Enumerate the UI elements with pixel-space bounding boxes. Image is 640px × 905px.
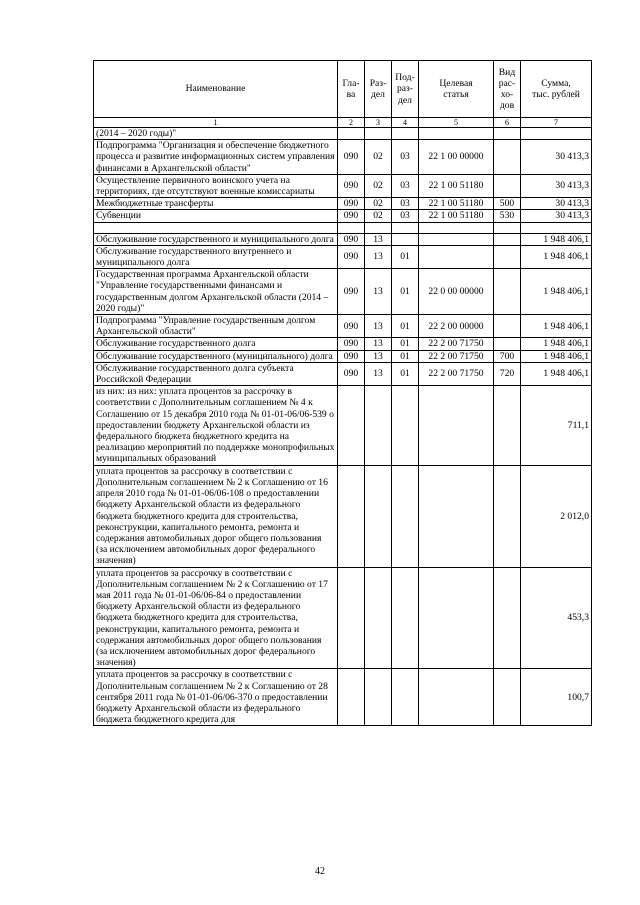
row-chapter: 090 bbox=[338, 350, 365, 362]
table-row bbox=[94, 198, 592, 210]
row-expense-type bbox=[494, 128, 521, 140]
row-chapter: 090 bbox=[338, 269, 365, 315]
row-target-item bbox=[419, 233, 494, 245]
row-amount bbox=[521, 128, 592, 140]
row-subsection bbox=[392, 233, 419, 245]
row-amount: 30 413,3 bbox=[521, 198, 592, 210]
row-name: Подпрограмма "Управление государственным долгом Архангельской области" bbox=[94, 315, 338, 338]
row-amount: 1 948 406,1 bbox=[521, 245, 592, 268]
row-chapter: 090 bbox=[338, 362, 365, 385]
row-chapter: 090 bbox=[338, 210, 365, 222]
row-section bbox=[365, 465, 392, 567]
header-name: Наименование bbox=[94, 61, 338, 118]
row-expense-type bbox=[494, 315, 521, 338]
row-section: 13 bbox=[365, 245, 392, 268]
row-section: 13 bbox=[365, 233, 392, 245]
row-expense-type bbox=[494, 245, 521, 268]
row-target-item bbox=[419, 245, 494, 268]
row-name: Субвенции bbox=[94, 210, 338, 222]
row-expense-type bbox=[494, 338, 521, 350]
row-target-item bbox=[419, 386, 494, 465]
row-chapter bbox=[338, 128, 365, 140]
row-subsection: 01 bbox=[392, 362, 419, 385]
row-target-item: 22 0 00 00000 bbox=[419, 269, 494, 315]
table-row bbox=[94, 269, 592, 315]
header-subsection: Под- раз- дел bbox=[392, 61, 419, 118]
budget-table bbox=[93, 60, 592, 726]
row-name: Обслуживание государственного (муниципального) долга bbox=[94, 350, 338, 362]
table-row bbox=[94, 315, 592, 338]
row-name: уплата процентов за рассрочку в соответствии с Дополнительным соглашением № 2 к Соглашению от 28 сентября 2011 года № 01-01-06/06-370 о предоставлении бюджету Архангельской области из федерального бюджета бюджетного кредита для bbox=[94, 669, 338, 726]
row-subsection bbox=[392, 222, 419, 233]
header-target-item: Целевая статья bbox=[419, 61, 494, 118]
index-cell: 5 bbox=[419, 118, 494, 128]
row-amount: 453,3 bbox=[521, 567, 592, 669]
row-amount: 30 413,3 bbox=[521, 210, 592, 222]
row-chapter: 090 bbox=[338, 233, 365, 245]
header-chapter: Гла- ва bbox=[338, 61, 365, 118]
row-amount: 1 948 406,1 bbox=[521, 362, 592, 385]
row-section: 02 bbox=[365, 210, 392, 222]
row-section: 13 bbox=[365, 269, 392, 315]
row-expense-type bbox=[494, 269, 521, 315]
row-section bbox=[365, 222, 392, 233]
row-section: 13 bbox=[365, 362, 392, 385]
row-expense-type: 500 bbox=[494, 198, 521, 210]
row-amount: 1 948 406,1 bbox=[521, 350, 592, 362]
index-cell: 3 bbox=[365, 118, 392, 128]
row-subsection: 03 bbox=[392, 174, 419, 197]
row-subsection: 01 bbox=[392, 350, 419, 362]
row-expense-type bbox=[494, 174, 521, 197]
row-chapter bbox=[338, 222, 365, 233]
table-row bbox=[94, 567, 592, 669]
row-name: из них: из них: уплата процентов за рассрочку в соответствии с Дополнительным соглашением № 4 к Соглашению от 15 декабря 2010 года № 01-01-06/06-539 о предоставлении бюджету Архангельской области из федерального бюджета бюджетного кредита на реализацию мероприятий по поддержке монопрофильных муниципальных образований bbox=[94, 386, 338, 465]
header-row bbox=[94, 61, 592, 118]
table-row bbox=[94, 233, 592, 245]
row-section bbox=[365, 386, 392, 465]
row-amount: 1 948 406,1 bbox=[521, 269, 592, 315]
row-subsection bbox=[392, 386, 419, 465]
row-chapter: 090 bbox=[338, 315, 365, 338]
row-target-item: 22 1 00 51180 bbox=[419, 210, 494, 222]
table-row bbox=[94, 669, 592, 726]
table-row bbox=[94, 140, 592, 175]
header-expense-type: Вид рас- хо- дов bbox=[494, 61, 521, 118]
row-name: (2014 – 2020 годы)" bbox=[94, 128, 338, 140]
row-name: Обслуживание государственного долга bbox=[94, 338, 338, 350]
row-name: уплата процентов за рассрочку в соответствии с Дополнительным соглашением № 2 к Соглашению от 16 апреля 2010 года № 01-01-06/06-108 о предоставлении бюджету Архангельской области из федерального бюджета бюджетного кредита для строительства, реконструкции, капитального ремонта, ремонта и содержания автомобильных дорог общего пользования (за исключением автомобильных дорог федерального значения) bbox=[94, 465, 338, 567]
table-row bbox=[94, 465, 592, 567]
row-expense-type: 700 bbox=[494, 350, 521, 362]
row-expense-type bbox=[494, 465, 521, 567]
row-chapter: 090 bbox=[338, 140, 365, 175]
row-subsection: 01 bbox=[392, 315, 419, 338]
row-target-item bbox=[419, 669, 494, 726]
row-subsection bbox=[392, 128, 419, 140]
row-subsection bbox=[392, 465, 419, 567]
index-cell: 6 bbox=[494, 118, 521, 128]
row-subsection: 03 bbox=[392, 210, 419, 222]
row-section: 02 bbox=[365, 174, 392, 197]
row-expense-type: 720 bbox=[494, 362, 521, 385]
row-name: Межбюджетные трансферты bbox=[94, 198, 338, 210]
index-cell: 7 bbox=[521, 118, 592, 128]
row-subsection: 03 bbox=[392, 198, 419, 210]
row-subsection: 03 bbox=[392, 140, 419, 175]
row-chapter bbox=[338, 386, 365, 465]
table-row bbox=[94, 350, 592, 362]
row-name: Обслуживание государственного и муниципального долга bbox=[94, 233, 338, 245]
row-subsection: 01 bbox=[392, 338, 419, 350]
table-row bbox=[94, 210, 592, 222]
row-section: 13 bbox=[365, 350, 392, 362]
row-target-item: 22 1 00 00000 bbox=[419, 140, 494, 175]
row-expense-type bbox=[494, 669, 521, 726]
table-row bbox=[94, 245, 592, 268]
row-target-item: 22 1 00 51180 bbox=[419, 174, 494, 197]
row-target-item: 22 2 00 71750 bbox=[419, 338, 494, 350]
row-section: 02 bbox=[365, 198, 392, 210]
row-expense-type bbox=[494, 140, 521, 175]
header-section: Раз- дел bbox=[365, 61, 392, 118]
row-name: Обслуживание государственного внутреннего и муниципального долга bbox=[94, 245, 338, 268]
row-expense-type bbox=[494, 567, 521, 669]
row-subsection: 01 bbox=[392, 245, 419, 268]
row-section: 02 bbox=[365, 140, 392, 175]
row-expense-type bbox=[494, 386, 521, 465]
row-chapter bbox=[338, 669, 365, 726]
table-row bbox=[94, 128, 592, 140]
row-target-item bbox=[419, 465, 494, 567]
row-target-item: 22 2 00 00000 bbox=[419, 315, 494, 338]
row-amount: 30 413,3 bbox=[521, 174, 592, 197]
row-name: Государственная программа Архангельской области "Управление государственными финансами и государственным долгом Архангельской области (2014 – 2020 годы)" bbox=[94, 269, 338, 315]
table-row bbox=[94, 338, 592, 350]
row-subsection: 01 bbox=[392, 269, 419, 315]
row-amount: 1 948 406,1 bbox=[521, 233, 592, 245]
table-row bbox=[94, 386, 592, 465]
row-name: Осуществление первичного воинского учета на территориях, где отсутствуют военные комиссариаты bbox=[94, 174, 338, 197]
row-expense-type bbox=[494, 222, 521, 233]
row-amount: 2 012,0 bbox=[521, 465, 592, 567]
row-section bbox=[365, 669, 392, 726]
row-amount bbox=[521, 222, 592, 233]
index-cell: 4 bbox=[392, 118, 419, 128]
row-amount: 30 413,3 bbox=[521, 140, 592, 175]
table-row bbox=[94, 362, 592, 385]
index-cell: 2 bbox=[338, 118, 365, 128]
row-subsection bbox=[392, 669, 419, 726]
row-name: Обслуживание государственного долга субъекта Российской Федерации bbox=[94, 362, 338, 385]
index-cell: 1 bbox=[94, 118, 338, 128]
row-target-item bbox=[419, 222, 494, 233]
row-target-item bbox=[419, 567, 494, 669]
row-chapter: 090 bbox=[338, 245, 365, 268]
row-amount: 1 948 406,1 bbox=[521, 338, 592, 350]
row-target-item: 22 1 00 51180 bbox=[419, 198, 494, 210]
row-chapter: 090 bbox=[338, 338, 365, 350]
row-amount: 100,7 bbox=[521, 669, 592, 726]
row-name bbox=[94, 222, 338, 233]
row-target-item: 22 2 00 71750 bbox=[419, 362, 494, 385]
table-row bbox=[94, 222, 592, 233]
table-row bbox=[94, 174, 592, 197]
row-expense-type bbox=[494, 233, 521, 245]
row-name: Подпрограмма "Организация и обеспечение бюджетного процесса и развитие информационных систем управления финансами в Архангельской области" bbox=[94, 140, 338, 175]
column-index-row bbox=[94, 118, 592, 128]
row-amount: 1 948 406,1 bbox=[521, 315, 592, 338]
page-number: 42 bbox=[315, 866, 325, 877]
row-chapter: 090 bbox=[338, 198, 365, 210]
row-expense-type: 530 bbox=[494, 210, 521, 222]
row-section: 13 bbox=[365, 315, 392, 338]
header-amount: Сумма, тыс. рублей bbox=[521, 61, 592, 118]
row-chapter: 090 bbox=[338, 174, 365, 197]
row-section: 13 bbox=[365, 338, 392, 350]
row-name: уплата процентов за рассрочку в соответствии с Дополнительным соглашением № 2 к Соглашению от 17 мая 2011 года № 01-01-06/06-84 о предоставлении бюджету Архангельской области из федерального бюджета бюджетного кредита для строительства, реконструкции, капитального ремонта, ремонта и содержания автомобильных дорог общего пользования (за исключением автомобильных дорог федерального значения) bbox=[94, 567, 338, 669]
row-section bbox=[365, 567, 392, 669]
row-chapter bbox=[338, 465, 365, 567]
row-target-item bbox=[419, 128, 494, 140]
row-target-item: 22 2 00 71750 bbox=[419, 350, 494, 362]
row-section bbox=[365, 128, 392, 140]
row-subsection bbox=[392, 567, 419, 669]
row-chapter bbox=[338, 567, 365, 669]
row-amount: 711,1 bbox=[521, 386, 592, 465]
